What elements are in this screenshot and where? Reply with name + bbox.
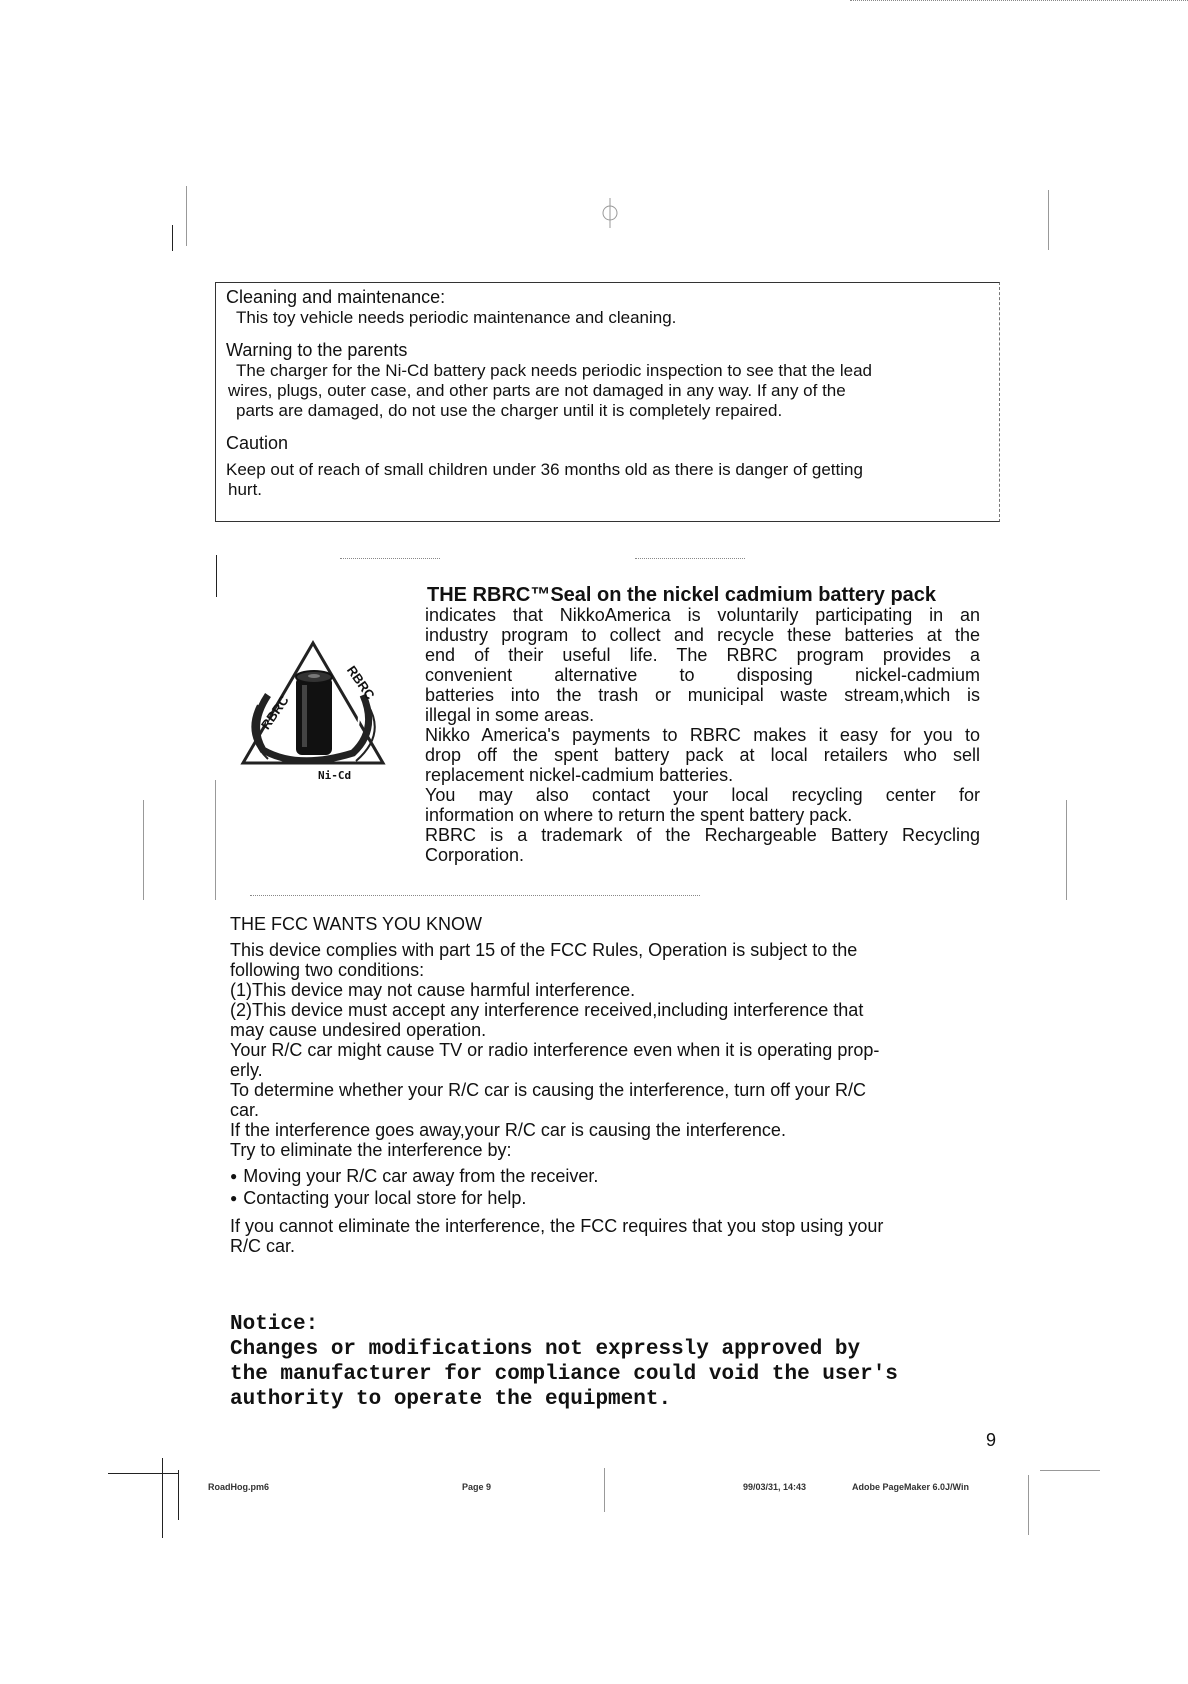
- footer-app: Adobe PageMaker 6.0J/Win: [852, 1482, 969, 1492]
- fcc-line: may cause undesired operation.: [230, 1020, 487, 1040]
- fcc-line: If the interference goes away,your R/C car is causing the interference.: [230, 1120, 786, 1140]
- rbrc-seal-label: Ni-Cd: [318, 769, 352, 782]
- rbrc-body: [425, 605, 980, 865]
- fcc-title: THE FCC WANTS YOU KNOW: [230, 914, 482, 934]
- cleaning-title: Cleaning and maintenance:: [226, 287, 446, 307]
- notice-line: the manufacturer for compliance could void the user's: [230, 1363, 898, 1386]
- fcc-line: following two conditions:: [230, 960, 425, 980]
- fcc-line: To determine whether your R/C car is causing the interference, turn off your R/C: [230, 1080, 866, 1100]
- warning-line: The charger for the Ni-Cd battery pack needs periodic inspection to see that the lead: [236, 361, 872, 380]
- rbrc-line: replacement nickel-cadmium batteries.: [425, 765, 734, 785]
- rbrc-seal-text: RBRC: [257, 692, 292, 733]
- fcc-line: erly.: [230, 1060, 263, 1080]
- footer-timestamp: 99/03/31, 14:43: [743, 1482, 807, 1492]
- rbrc-line: convenient alternative to disposing nickel-cadmium: [425, 665, 980, 685]
- footer-page-label: Page 9: [462, 1482, 492, 1492]
- fcc-line: This device complies with part 15 of the FCC Rules, Operation is subject to the: [230, 940, 858, 960]
- footer-file-name: RoadHog.pm6: [208, 1482, 270, 1492]
- fcc-closing-line: If you cannot eliminate the interference, the FCC requires that you stop using your: [230, 1216, 884, 1236]
- rbrc-title: THE RBRC™Seal on the nickel cadmium battery pack: [427, 584, 937, 606]
- fcc-bullet: ● Contacting your local store for help.: [230, 1188, 1000, 1210]
- cleaning-body: This toy vehicle needs periodic maintenance and cleaning.: [236, 308, 677, 327]
- rbrc-line: illegal in some areas.: [425, 705, 595, 725]
- rbrc-line: Corporation.: [425, 845, 525, 865]
- fcc-line: Try to eliminate the interference by:: [230, 1140, 512, 1160]
- warning-title: Warning to the parents: [226, 340, 408, 360]
- rbrc-line: end of their useful life. The RBRC program provides a: [425, 645, 980, 665]
- fcc-line: (1)This device may not cause harmful interference.: [230, 980, 636, 1000]
- notice-line: Changes or modifications not expressly approved by: [230, 1338, 861, 1361]
- fcc-line: Your R/C car might cause TV or radio interference even when it is operating prop-: [230, 1040, 880, 1060]
- warning-line: wires, plugs, outer case, and other parts are not damaged in any way. If any of the: [228, 381, 846, 400]
- warning-line: parts are damaged, do not use the charger until it is completely repaired.: [236, 401, 783, 420]
- maintenance-box: [215, 282, 1000, 522]
- caution-line: Keep out of reach of small children under 36 months old as there is danger of getting: [226, 460, 863, 479]
- caution-title: Caution: [226, 433, 289, 453]
- notice-title: Notice:: [230, 1313, 319, 1336]
- notice-block: [230, 1312, 898, 1412]
- rbrc-line: industry program to collect and recycle these batteries at the: [425, 625, 980, 645]
- rbrc-seal-text: RBRC: [343, 662, 378, 703]
- registration-mark-top: [598, 198, 622, 228]
- rbrc-line: drop off the spent battery pack at local retailers who sell: [425, 745, 980, 765]
- notice-line: authority to operate the equipment.: [230, 1388, 672, 1411]
- rbrc-line: Nikko America's payments to RBRC makes it easy for you to: [425, 725, 980, 745]
- rbrc-line: RBRC is a trademark of the Rechargeable Battery Recycling: [425, 825, 980, 845]
- caution-line: hurt.: [228, 480, 263, 499]
- rbrc-line: You may also contact your local recycling center for: [425, 785, 980, 805]
- page-number: 9: [986, 1430, 997, 1450]
- rbrc-line: indicates that NikkoAmerica is voluntarily participating in an: [425, 605, 980, 625]
- fcc-line: (2)This device must accept any interference received,including interference that: [230, 1000, 864, 1020]
- rbrc-line: batteries into the trash or municipal waste stream,which is: [425, 685, 980, 705]
- fcc-closing-line: R/C car.: [230, 1236, 296, 1256]
- fcc-line: car.: [230, 1100, 260, 1120]
- rbrc-line: information on where to return the spent battery pack.: [425, 805, 853, 825]
- fcc-bullet: ● Moving your R/C car away from the receiver.: [230, 1166, 1000, 1188]
- fcc-section: [230, 914, 1000, 1256]
- rbrc-seal-logo: [238, 635, 388, 785]
